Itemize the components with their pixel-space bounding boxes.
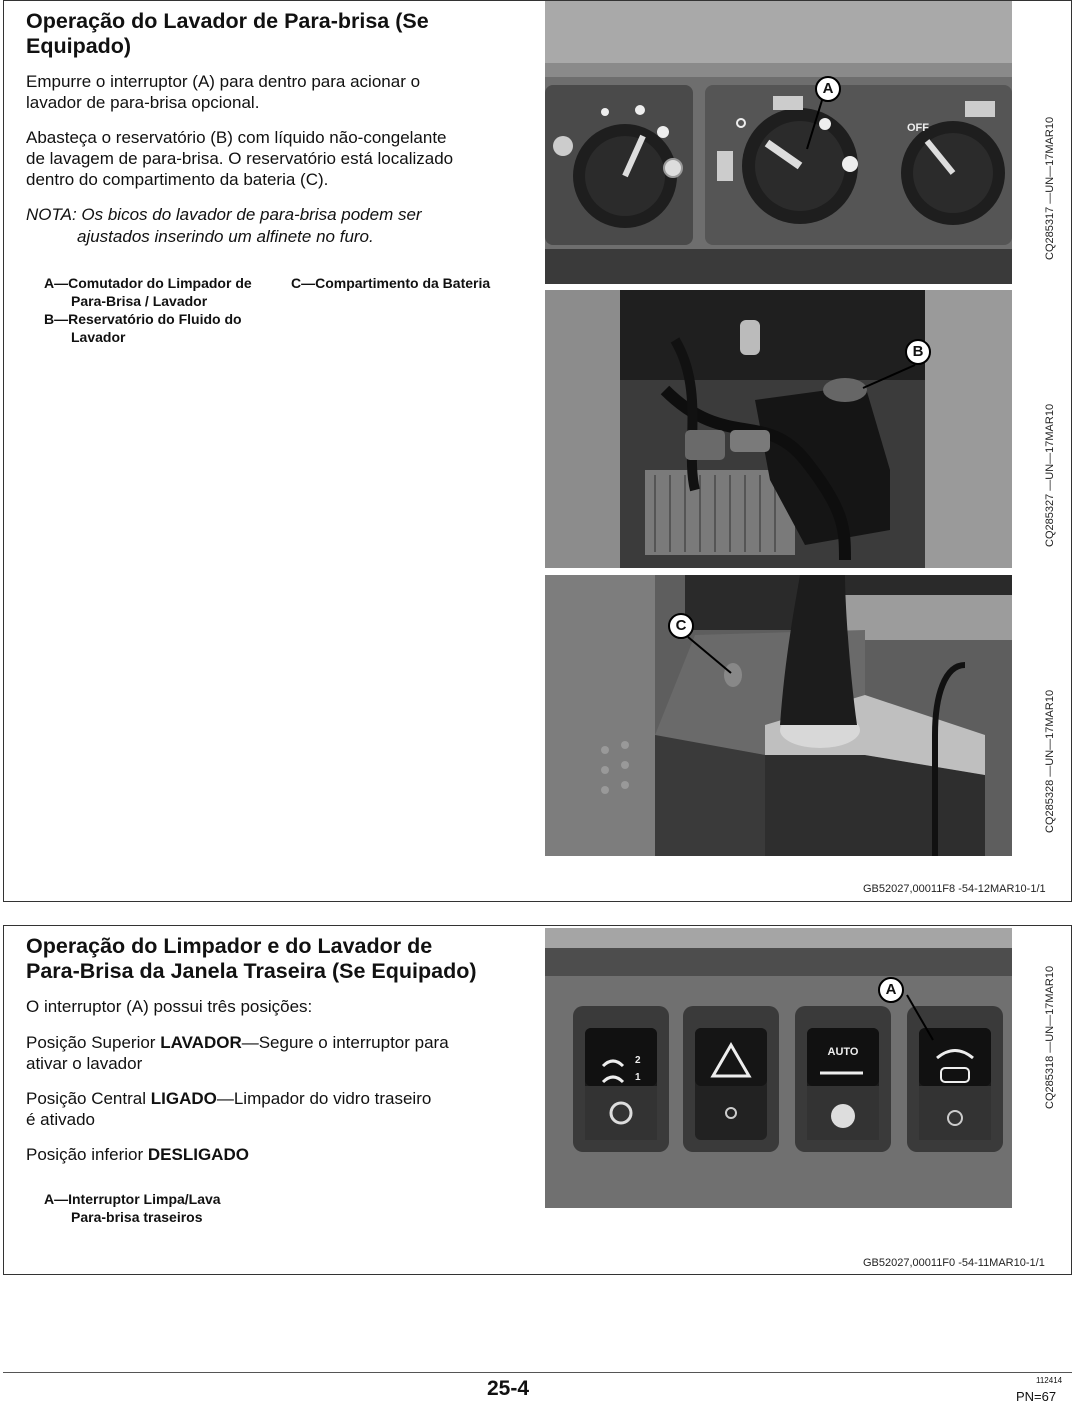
text-line: Empurre o interruptor (A) para dentro para acionar o [26,72,421,91]
page-number: 25-4 [487,1377,530,1400]
switch-label-2: 2 [635,1055,641,1066]
callout-a: A [878,977,904,1003]
document-code: 112414 [1036,1376,1063,1385]
callout-b: B [905,339,931,365]
position-off: DESLIGADO [147,1145,249,1164]
legend-item-a-cont: Para-brisa traseiros [71,1209,203,1225]
legend-item-a-cont: Para-Brisa / Lavador [71,293,208,309]
dial-off-label: OFF [907,122,929,134]
position-on: LIGADO [150,1089,217,1108]
footer-divider [3,1372,1072,1373]
callout-c: C [668,613,694,639]
legend-item-a: A—Interruptor Limpa/Lava [44,1191,221,1207]
text-line: ativar o lavador [26,1054,143,1073]
section-windshield-washer [3,0,1072,902]
section-title [26,9,429,59]
text-line: lavador de para-brisa opcional. [26,93,260,112]
text-fragment: —Segure o interruptor para [241,1033,449,1052]
note-nozzles [26,204,524,248]
paragraph-three-positions: O interruptor (A) possui três posições: [26,997,313,1016]
document-page-ref: PN=67 [1016,1389,1057,1404]
text-line: Abasteça o reservatório (B) com líquido não-congelante [26,128,447,147]
text-fragment: Posição Superior [26,1033,161,1052]
section-title [26,934,477,984]
switch-label-auto: AUTO [827,1046,859,1058]
title-line: Equipado) [26,34,132,58]
section-rear-wiper-washer [3,925,1072,1275]
photo-rocker-switches [545,928,1012,1208]
legend-a-b [44,274,294,346]
legend-item-a: A—Comutador do Limpador de [44,275,252,291]
switch-label-1: 1 [635,1072,641,1083]
paragraph-center-position [26,1088,524,1130]
figure-reference: GB52027,00011F8 -54-12MAR10-1/1 [863,883,1046,895]
paragraph-push-switch [26,71,524,113]
photo-battery-compartment [545,575,1012,856]
note-line: NOTA: Os bicos do lavador de para-brisa podem ser [26,205,422,224]
legend-c [291,274,531,292]
image-code-2: CQ285327 —UN—17MAR10 [1044,403,1056,547]
legend-item-c: C—Compartimento da Bateria [291,275,491,291]
text-line: é ativado [26,1110,95,1129]
text-line: de lavagem de para-brisa. O reservatório está localizado [26,149,454,168]
image-code: CQ285318 —UN—17MAR10 [1044,965,1056,1109]
image-code-1: CQ285317 —UN—17MAR10 [1044,116,1056,260]
image-code-3: CQ285328 —UN—17MAR10 [1044,689,1056,833]
title-line: Para-Brisa da Janela Traseira (Se Equipado) [26,959,477,983]
paragraph-upper-position [26,1032,524,1074]
paragraph-lower-position [26,1144,524,1165]
title-line: Operação do Limpador e do Lavador de [26,934,433,958]
text-line: dentro do compartimento da bateria (C). [26,170,329,189]
paragraph-reservoir [26,127,531,190]
photo-washer-reservoir [545,290,1012,568]
legend-item-b: B—Reservatório do Fluido do [44,311,242,327]
legend-item-b-cont: Lavador [71,329,126,345]
legend-a [44,1190,304,1226]
text-fragment: Posição inferior [26,1145,148,1164]
text-fragment: Posição Central [26,1089,151,1108]
note-line: ajustados inserindo um alfinete no furo. [77,227,374,246]
title-line: Operação do Lavador de Para-brisa (Se [26,9,429,33]
photo-dashboard-dials [545,1,1012,284]
figure-reference: GB52027,00011F0 -54-11MAR10-1/1 [863,1257,1045,1269]
callout-a: A [815,76,841,102]
position-washer: LAVADOR [160,1033,242,1052]
text-fragment: —Limpador do vidro traseiro [216,1089,432,1108]
